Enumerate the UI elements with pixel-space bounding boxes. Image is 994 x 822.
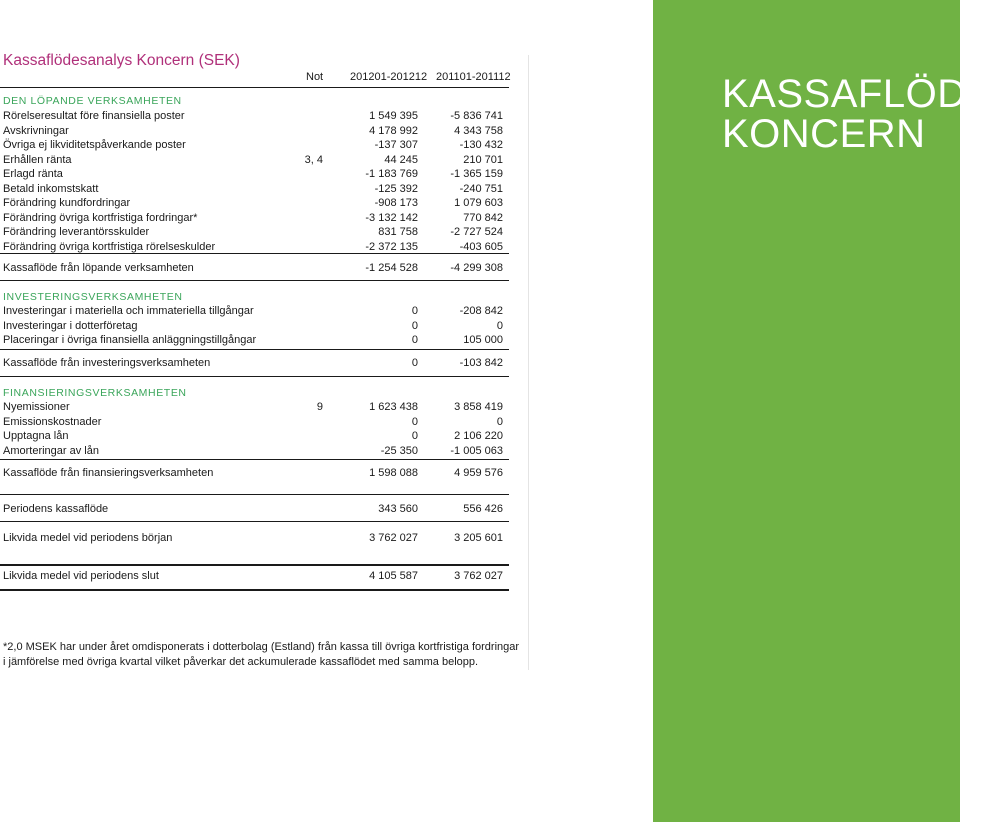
row-label: Nyemissioner (3, 401, 70, 413)
row-previous: -1 365 159 (450, 168, 503, 180)
header-divider (0, 87, 509, 88)
row-note: 3, 4 (304, 153, 323, 166)
table-row (0, 333, 509, 347)
total-previous: -4 299 308 (450, 262, 503, 274)
row-current: -3 132 142 (365, 211, 418, 224)
row-label: Emissionskostnader (3, 415, 102, 428)
row-previous: 105 000 (463, 334, 503, 346)
row-previous: 0 (496, 415, 503, 428)
table-row (0, 211, 509, 225)
total-label: Kassaflöde från finansieringsverksamheten (3, 467, 214, 479)
table-row (0, 304, 509, 318)
investing-end-divider (0, 376, 509, 377)
row-previous: 210 701 (463, 153, 503, 166)
table-row (0, 240, 509, 254)
summary-label: Periodens kassaflöde (3, 503, 109, 515)
row-previous: 3 858 419 (454, 401, 503, 413)
row-current: -1 183 769 (365, 168, 418, 180)
page-title: Kassaflödesanalys Koncern (SEK) (3, 52, 240, 69)
row-current: 0 (411, 319, 418, 332)
summary-row-cash-start (0, 531, 509, 545)
row-label: Förändring övriga kortfristiga fordringar* (3, 211, 198, 224)
financing-total-divider (0, 459, 509, 460)
summary-divider-2 (0, 521, 509, 522)
row-current: -2 372 135 (365, 240, 418, 253)
side-title-line-2: KONCERN (722, 112, 926, 156)
footnote-line-2: i jämförelse med övriga kvartal vilket påverkar det ackumulerade kassaflödet med samma belopp. (3, 655, 479, 668)
row-label: Upptagna lån (3, 430, 69, 442)
row-previous: 0 (496, 319, 503, 332)
column-header-current: 201201-201212 (350, 71, 428, 83)
total-previous: -103 842 (459, 357, 503, 369)
row-label: Placeringar i övriga finansiella anläggningstillgångar (3, 334, 257, 346)
row-current: 0 (411, 334, 418, 346)
side-title-line-1: KASSAFLÖDE (722, 72, 994, 116)
row-current: 1 549 395 (369, 110, 418, 122)
row-previous: 1 079 603 (454, 197, 503, 209)
column-separator (528, 55, 529, 670)
row-note: 9 (316, 401, 323, 413)
footnote (3, 640, 523, 669)
total-current: 1 598 088 (369, 467, 418, 479)
row-label: Investeringar i dotterföretag (3, 319, 138, 332)
operating-total-row (0, 261, 509, 275)
total-current: -1 254 528 (365, 262, 418, 274)
row-previous: -2 727 524 (450, 226, 503, 238)
summary-label: Likvida medel vid periodens början (3, 532, 173, 544)
total-label: Kassaflöde från investeringsverksamheten (3, 357, 211, 369)
summary-divider-3 (0, 564, 509, 566)
summary-current: 343 560 (378, 503, 418, 515)
row-previous: -5 836 741 (450, 110, 503, 122)
side-title (722, 74, 994, 154)
table-row (0, 153, 509, 167)
table-row (0, 225, 509, 239)
summary-divider-1 (0, 494, 509, 495)
row-previous: -1 005 063 (450, 444, 503, 457)
row-label: Amorteringar av lån (3, 444, 99, 457)
table-row (0, 167, 509, 181)
row-current: 44 245 (384, 153, 418, 166)
summary-previous: 3 762 027 (454, 570, 503, 582)
row-current: 0 (411, 305, 418, 317)
row-label: Förändring övriga kortfristiga rörelseskulder (3, 240, 216, 253)
table-row (0, 138, 509, 152)
row-label: Avskrivningar (3, 124, 69, 137)
investing-total-row (0, 356, 509, 370)
summary-current: 3 762 027 (369, 532, 418, 544)
row-label: Förändring kundfordringar (3, 197, 131, 209)
summary-current: 4 105 587 (369, 570, 418, 582)
row-current: 831 758 (378, 226, 418, 238)
row-current: -908 173 (374, 197, 418, 209)
investing-total-divider (0, 349, 509, 350)
summary-row-period-cashflow (0, 502, 509, 516)
table-row (0, 400, 509, 414)
table-row (0, 429, 509, 443)
row-label: Övriga ej likviditetspåverkande poster (3, 139, 186, 151)
section-heading-operating: DEN LÖPANDE VERKSAMHETEN (3, 95, 182, 107)
summary-divider-4 (0, 589, 509, 591)
row-current: -137 307 (374, 139, 418, 151)
row-current: 1 623 438 (369, 401, 418, 413)
row-previous: 2 106 220 (454, 430, 503, 442)
table-row (0, 196, 509, 210)
row-label: Erhållen ränta (3, 153, 72, 166)
summary-previous: 556 426 (463, 503, 503, 515)
row-current: 4 178 992 (369, 124, 418, 137)
row-previous: 4 343 758 (454, 124, 503, 137)
table-row (0, 444, 509, 458)
row-current: 0 (411, 430, 418, 442)
row-current: -25 350 (380, 444, 418, 457)
row-label: Investeringar i materiella och immateriella tillgångar (3, 305, 254, 317)
table-row (0, 319, 509, 333)
row-previous: -130 432 (459, 139, 503, 151)
total-label: Kassaflöde från löpande verksamheten (3, 262, 194, 274)
row-label: Erlagd ränta (3, 168, 63, 180)
row-label: Betald inkomstskatt (3, 182, 99, 195)
summary-previous: 3 205 601 (454, 532, 503, 544)
total-current: 0 (411, 357, 418, 369)
row-label: Rörelseresultat före finansiella poster (3, 110, 185, 122)
row-label: Förändring leverantörsskulder (3, 226, 150, 238)
row-previous: 770 842 (463, 211, 503, 224)
column-header-note: Not (306, 71, 324, 83)
row-previous: -208 842 (459, 305, 503, 317)
footnote-line-1: *2,0 MSEK har under året omdisponerats i dotterbolag (Estland) från kassa till övriga kortfristiga fordringar (3, 641, 520, 653)
total-previous: 4 959 576 (454, 467, 503, 479)
table-row (0, 109, 509, 123)
section-heading-investing: INVESTERINGSVERKSAMHETEN (3, 291, 183, 303)
section-heading-financing: FINANSIERINGSVERKSAMHETEN (3, 387, 187, 399)
row-previous: -403 605 (459, 240, 503, 253)
table-row (0, 415, 509, 429)
table-row (0, 124, 509, 138)
row-previous: -240 751 (459, 182, 503, 195)
operating-total-divider (0, 253, 509, 254)
summary-label: Likvida medel vid periodens slut (3, 570, 159, 582)
operating-end-divider (0, 280, 509, 281)
summary-row-cash-end (0, 569, 509, 583)
row-current: 0 (411, 415, 418, 428)
financing-total-row (0, 466, 509, 480)
column-header-previous: 201101-201112 (436, 71, 511, 83)
row-current: -125 392 (374, 182, 418, 195)
table-row (0, 182, 509, 196)
